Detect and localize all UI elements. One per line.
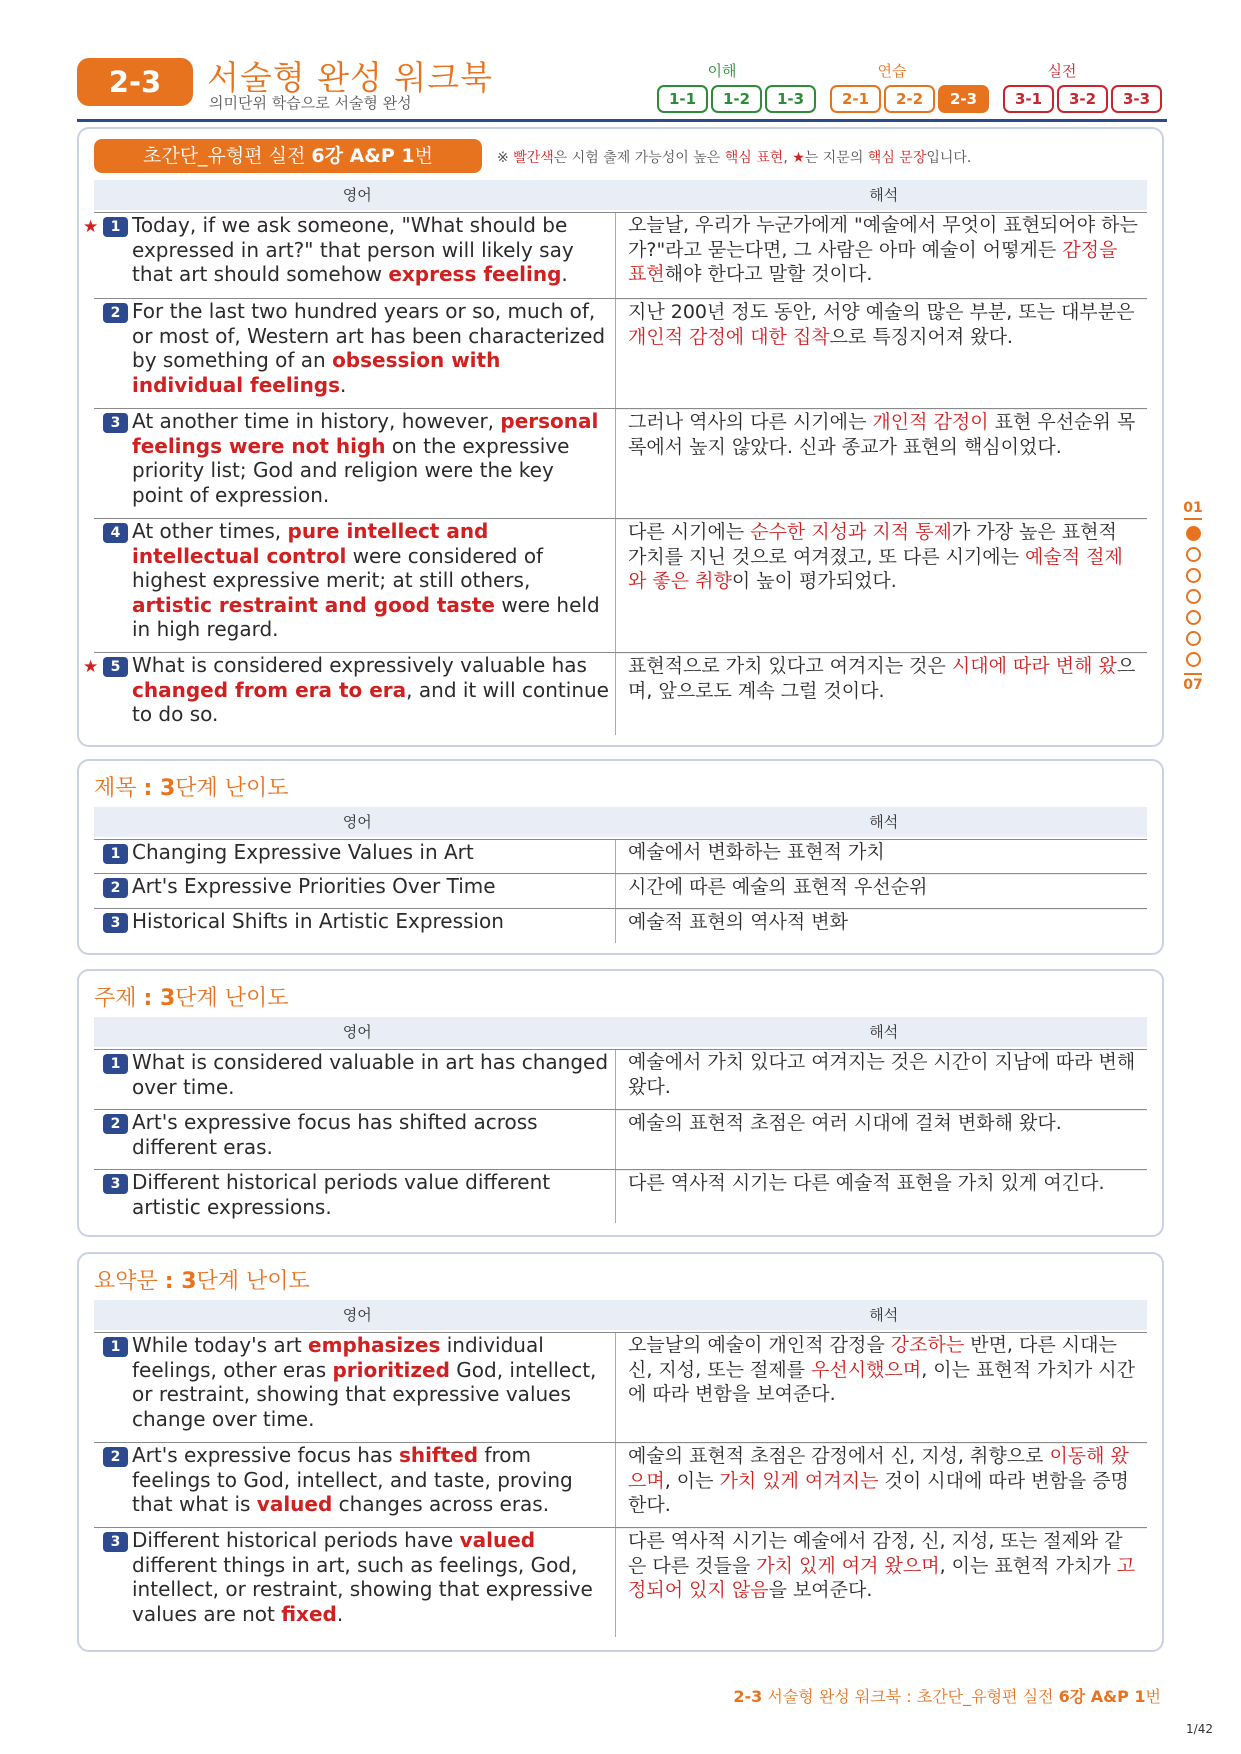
title-korean: 예술적 표현의 역사적 변화 bbox=[616, 909, 1147, 943]
key-expression: pure intellect and intellectual control bbox=[132, 519, 489, 568]
text-part: 으며, 앞으로도 계속 그럴 것이다. bbox=[628, 655, 1136, 702]
topic-row bbox=[94, 1109, 1147, 1169]
text-part: from feelings to God, intellect, and taste, proving that what is bbox=[132, 1443, 573, 1516]
note-part: 핵심 문장 bbox=[867, 150, 927, 166]
text-part: . bbox=[340, 372, 347, 397]
text-part: 다른 시기에는 bbox=[628, 521, 751, 543]
title-column-header bbox=[94, 807, 1147, 837]
section-suffix: 단계 난이도 bbox=[196, 1269, 310, 1294]
option-number: 1 bbox=[103, 1337, 128, 1357]
passage-row bbox=[83, 212, 1147, 298]
passage-korean bbox=[616, 653, 1147, 735]
text-part: 해야 한다고 말할 것이다. bbox=[664, 263, 873, 285]
text-part: were held in high regard. bbox=[132, 592, 600, 641]
topic-row bbox=[94, 1049, 1147, 1109]
progress-end-number: 07 bbox=[1183, 677, 1203, 693]
topic-section bbox=[77, 969, 1164, 1237]
passage-korean bbox=[616, 299, 1147, 408]
note-part: , bbox=[783, 150, 793, 166]
note-part: ※ bbox=[497, 150, 514, 166]
progress-divider bbox=[1184, 673, 1202, 675]
text-part: 반면, 다른 시대는 신, 지성, 또는 절제를 bbox=[628, 1334, 1117, 1381]
topic-english bbox=[94, 1170, 616, 1223]
text-part: 으로 특징지어져 왔다. bbox=[829, 325, 1013, 348]
progress-start-number: 01 bbox=[1183, 500, 1203, 516]
page-footer bbox=[733, 1684, 1161, 1707]
sentence-number: 2 bbox=[103, 303, 128, 323]
option-number: 3 bbox=[103, 1532, 128, 1552]
legend-note bbox=[497, 147, 971, 167]
page-header bbox=[77, 52, 1167, 122]
text-part: God, intellect, or restraint, showing that expressive values change over time. bbox=[132, 1357, 597, 1431]
passage-english bbox=[83, 653, 616, 735]
passage-korean bbox=[616, 409, 1147, 518]
key-expression: 감정을 표현 bbox=[628, 238, 1118, 285]
header-divider bbox=[77, 119, 1167, 122]
note-part: ★ bbox=[792, 150, 805, 166]
passage-korean bbox=[616, 519, 1147, 652]
text-part: What is considered expressively valuable has bbox=[132, 653, 587, 677]
passage-row bbox=[94, 518, 1147, 652]
topic-english bbox=[94, 1050, 616, 1109]
key-expression: 개인적 감정이 bbox=[872, 411, 989, 433]
key-expression: obsession with individual feelings bbox=[132, 348, 501, 397]
sentence-number: 1 bbox=[103, 217, 128, 237]
progress-divider bbox=[1184, 518, 1202, 520]
title-section bbox=[77, 759, 1164, 955]
summary-english bbox=[94, 1333, 616, 1442]
sentence-number: 3 bbox=[103, 413, 128, 433]
key-expression: 이동해 왔으며 bbox=[628, 1445, 1129, 1492]
key-sentence-star-icon: ★ bbox=[83, 657, 99, 677]
page-number: 1/42 bbox=[1186, 1722, 1213, 1736]
passage-row bbox=[83, 652, 1147, 735]
page-title: 서술형 완성 워크북 bbox=[207, 58, 494, 97]
source-badge-bold: 6강 A&P 1 bbox=[311, 145, 415, 167]
text-part: were considered of highest expressive merit; at still others, bbox=[132, 543, 544, 592]
title-row bbox=[94, 839, 1147, 873]
step-button-1-1[interactable]: 1-1 bbox=[657, 85, 708, 113]
section-level: : 3 bbox=[164, 1269, 197, 1294]
footer-code: 2-3 bbox=[733, 1687, 763, 1706]
text-part: , 이는 bbox=[664, 1469, 720, 1492]
summary-korean bbox=[616, 1333, 1147, 1442]
source-badge-prefix: 초간단_유형편 실전 bbox=[142, 145, 312, 167]
text-part: changes across eras. bbox=[332, 1492, 550, 1516]
text-part: Today, if we ask someone, "What should be expressed in art?" that person will likely say that art should somehow bbox=[132, 213, 574, 286]
text-part: , and it will continue to do so. bbox=[132, 677, 609, 726]
title-english bbox=[94, 874, 616, 908]
key-expression: emphasizes bbox=[308, 1333, 441, 1357]
title-english bbox=[94, 909, 616, 943]
column-english-label: 영어 bbox=[342, 186, 372, 204]
option-number: 3 bbox=[103, 1174, 128, 1194]
note-part: 빨간색 bbox=[513, 150, 554, 166]
passage-english bbox=[94, 299, 616, 408]
text-part: Different historical periods have bbox=[132, 1528, 460, 1552]
key-expression: 시대에 따라 변해 왔 bbox=[951, 655, 1117, 677]
text-part: What is considered valuable in art has changed over time. bbox=[132, 1050, 609, 1099]
text-part: Different historical periods value different artistic expressions. bbox=[132, 1170, 551, 1219]
option-number: 2 bbox=[103, 1447, 128, 1467]
step-button-2-3[interactable]: 2-3 bbox=[938, 85, 989, 113]
column-english-label: 영어 bbox=[342, 1023, 372, 1041]
key-expression: valued bbox=[459, 1528, 536, 1552]
key-expression: personal feelings were not high bbox=[132, 409, 599, 458]
section-level: : 3 bbox=[143, 986, 176, 1011]
source-badge bbox=[94, 139, 482, 173]
key-expression: valued bbox=[256, 1492, 333, 1516]
text-part: At other times, bbox=[132, 519, 288, 543]
text-part: Art's expressive focus has shifted across different eras. bbox=[132, 1110, 538, 1159]
section-label: 제목 bbox=[94, 776, 144, 801]
progress-dot[interactable] bbox=[1186, 652, 1201, 667]
key-expression: 강조하는 bbox=[890, 1334, 965, 1356]
progress-dot[interactable] bbox=[1186, 631, 1201, 646]
progress-dot[interactable] bbox=[1186, 589, 1201, 604]
text-part: For the last two hundred years or so, much of, or most of, Western art has been characterized by something of an bbox=[132, 299, 606, 372]
key-expression: express feeling bbox=[388, 262, 562, 286]
passage-column-header bbox=[94, 180, 1147, 210]
text-part: . bbox=[561, 262, 568, 286]
passage-english bbox=[94, 519, 616, 652]
text-part: 이 높이 평가되었다. bbox=[731, 570, 897, 592]
text-part: different things in art, such as feelings, God, intellect, or restraint, showing that expressive values are not bbox=[132, 1552, 593, 1626]
column-korean-label: 해석 bbox=[869, 1306, 899, 1324]
title-row bbox=[94, 873, 1147, 908]
topic-korean: 예술의 표현적 초점은 여러 시대에 걸쳐 변화해 왔다. bbox=[616, 1110, 1147, 1169]
topic-korean: 다른 역사적 시기는 다른 예술적 표현을 가치 있게 여긴다. bbox=[616, 1170, 1147, 1223]
step-group-label-practice: 연습 bbox=[877, 62, 907, 80]
section-title bbox=[94, 1264, 310, 1295]
summary-section bbox=[77, 1252, 1164, 1652]
option-number: 1 bbox=[103, 844, 128, 864]
sentence-number: 5 bbox=[103, 657, 128, 677]
progress-dot[interactable] bbox=[1186, 547, 1201, 562]
footer-text: 서술형 완성 워크북 : 초간단_유형편 실전 bbox=[762, 1687, 1059, 1706]
key-expression: prioritized bbox=[332, 1357, 450, 1382]
text-part: Art's expressive focus has bbox=[132, 1443, 399, 1467]
text-part: 표현 우선순위 목록에서 높지 않았다. 신과 종교가 표현의 핵심이었다. bbox=[628, 411, 1136, 458]
key-expression: 가치 있게 여겨지는 bbox=[719, 1469, 879, 1492]
text-part: 것이 시대에 따라 변함을 증명한다. bbox=[628, 1469, 1129, 1516]
step-group-label-real: 실전 bbox=[1047, 62, 1077, 80]
passage-row bbox=[94, 298, 1147, 408]
column-korean-label: 해석 bbox=[869, 1023, 899, 1041]
text-part: 오늘날의 예술이 개인적 감정을 bbox=[628, 1334, 891, 1356]
step-button-3-2[interactable]: 3-2 bbox=[1057, 85, 1108, 113]
column-korean-label: 해석 bbox=[869, 813, 899, 831]
step-navigation bbox=[657, 60, 1167, 116]
section-suffix: 단계 난이도 bbox=[175, 776, 289, 801]
option-number: 2 bbox=[103, 1114, 128, 1134]
topic-row bbox=[94, 1169, 1147, 1223]
summary-row bbox=[94, 1332, 1147, 1442]
source-badge-suffix: 번 bbox=[414, 145, 433, 167]
page-progress-indicator bbox=[1178, 500, 1208, 693]
key-expression: shifted bbox=[398, 1443, 479, 1467]
step-button-2-1[interactable]: 2-1 bbox=[830, 85, 881, 113]
topic-english bbox=[94, 1110, 616, 1169]
section-title bbox=[94, 981, 289, 1012]
text-part: 오늘날, 우리가 누군가에게 "예술에서 무엇이 표현되어야 하는가?"라고 묻는다면, 그 사람은 아마 예술이 어떻게든 bbox=[628, 214, 1138, 261]
section-label: 요약문 bbox=[94, 1269, 165, 1294]
section-suffix: 단계 난이도 bbox=[175, 986, 289, 1011]
title-korean: 시간에 따른 예술의 표현적 우선순위 bbox=[616, 874, 1147, 908]
progress-dot[interactable] bbox=[1186, 568, 1201, 583]
summary-row bbox=[94, 1442, 1147, 1527]
section-label: 주제 bbox=[94, 986, 144, 1011]
passage-english bbox=[94, 409, 616, 518]
key-expression: 개인적 감정에 대한 집착 bbox=[628, 325, 830, 348]
text-part: 예술의 표현적 초점은 감정에서 신, 지성, 취향으로 bbox=[628, 1445, 1050, 1467]
passage-english bbox=[83, 213, 616, 298]
footer-bold: 6강 A&P 1 bbox=[1058, 1687, 1146, 1706]
option-number: 2 bbox=[103, 878, 128, 898]
title-korean: 예술에서 변화하는 표현적 가치 bbox=[628, 841, 885, 863]
topic-column-header bbox=[94, 1017, 1147, 1047]
title-english bbox=[94, 840, 616, 873]
text-part: Changing Expressive Values in Art bbox=[132, 840, 474, 864]
key-sentence-star-icon: ★ bbox=[83, 217, 99, 237]
key-expression: artistic restraint and good taste bbox=[132, 592, 495, 617]
step-button-1-2[interactable]: 1-2 bbox=[711, 85, 762, 113]
passage-section bbox=[77, 127, 1164, 747]
text-part: individual feelings, other eras bbox=[132, 1333, 544, 1382]
section-title bbox=[94, 771, 289, 802]
text-part: , 이는 표현적 가치가 bbox=[939, 1554, 1117, 1577]
progress-dot-active[interactable] bbox=[1186, 526, 1201, 541]
step-group-label-understand: 이해 bbox=[707, 62, 737, 80]
text-part: 그러나 역사의 다른 시기에는 bbox=[628, 411, 873, 433]
text-part: , 이는 표현적 가치가 시간에 따라 변함을 보여준다. bbox=[628, 1358, 1135, 1405]
step-button-2-2[interactable]: 2-2 bbox=[884, 85, 935, 113]
progress-dot[interactable] bbox=[1186, 610, 1201, 625]
footer-suffix: 번 bbox=[1145, 1687, 1161, 1706]
summary-korean bbox=[616, 1443, 1147, 1527]
option-number: 1 bbox=[103, 1054, 128, 1074]
section-level: : 3 bbox=[143, 776, 176, 801]
key-expression: 순수한 지성과 지적 통제 bbox=[750, 521, 952, 543]
page-subtitle: 의미단위 학습으로 서술형 완성 bbox=[209, 94, 412, 112]
text-part: At another time in history, however, bbox=[132, 409, 501, 433]
option-number: 3 bbox=[103, 913, 128, 933]
key-expression: 고정되어 있지 않음 bbox=[628, 1554, 1135, 1601]
summary-english bbox=[94, 1443, 616, 1527]
summary-korean bbox=[616, 1528, 1147, 1637]
note-part: 는 지문의 bbox=[804, 150, 868, 166]
step-button-3-1[interactable]: 3-1 bbox=[1003, 85, 1054, 113]
text-part: 지난 200년 정도 동안, 서양 예술의 많은 부분, 또는 대부분은 bbox=[628, 301, 1135, 323]
summary-column-header bbox=[94, 1300, 1147, 1330]
key-expression: fixed bbox=[281, 1601, 337, 1626]
column-english-label: 영어 bbox=[342, 1306, 372, 1324]
key-expression: changed from era to era bbox=[132, 677, 407, 702]
text-part: 다른 역사적 시기는 예술에서 감정, 신, 지성, 또는 절제와 같은 다른 것들을 bbox=[628, 1530, 1123, 1577]
key-expression: 우선시했으며 bbox=[811, 1358, 922, 1381]
text-part: Historical Shifts in Artistic Expression bbox=[132, 909, 504, 933]
key-expression: 가치 있게 여겨 왔으며 bbox=[756, 1554, 940, 1577]
passage-row bbox=[94, 408, 1147, 518]
summary-row bbox=[94, 1527, 1147, 1637]
column-english-label: 영어 bbox=[342, 813, 372, 831]
passage-korean bbox=[616, 213, 1147, 298]
note-part: 입니다. bbox=[926, 150, 972, 166]
text-part: Art's Expressive Priorities Over Time bbox=[132, 874, 496, 898]
topic-korean: 예술에서 가치 있다고 여겨지는 것은 시간이 지남에 따라 변해 왔다. bbox=[628, 1051, 1136, 1098]
title-row bbox=[94, 908, 1147, 943]
unit-badge: 2-3 bbox=[77, 58, 193, 106]
note-part: 핵심 표현 bbox=[724, 150, 784, 166]
text-part: 표현적으로 가치 있다고 여겨지는 것은 bbox=[628, 655, 952, 677]
text-part: While today's art bbox=[132, 1333, 309, 1357]
column-korean-label: 해석 bbox=[869, 186, 899, 204]
text-part: 가 가장 높은 표현적 가치를 지닌 것으로 여겨졌고, 또 다른 시기에는 bbox=[628, 521, 1117, 568]
step-button-1-3[interactable]: 1-3 bbox=[765, 85, 816, 113]
note-part: 은 시험 출제 가능성이 높은 bbox=[553, 150, 725, 166]
step-button-3-3[interactable]: 3-3 bbox=[1111, 85, 1162, 113]
text-part: on the expressive priority list; God and religion were the key point of expression. bbox=[132, 433, 570, 507]
key-expression: 예술적 절제와 좋은 취향 bbox=[628, 545, 1123, 592]
text-part: 을 보여준다. bbox=[768, 1579, 873, 1601]
text-part: . bbox=[336, 1601, 344, 1626]
summary-english bbox=[94, 1528, 616, 1637]
sentence-number: 4 bbox=[103, 523, 128, 543]
